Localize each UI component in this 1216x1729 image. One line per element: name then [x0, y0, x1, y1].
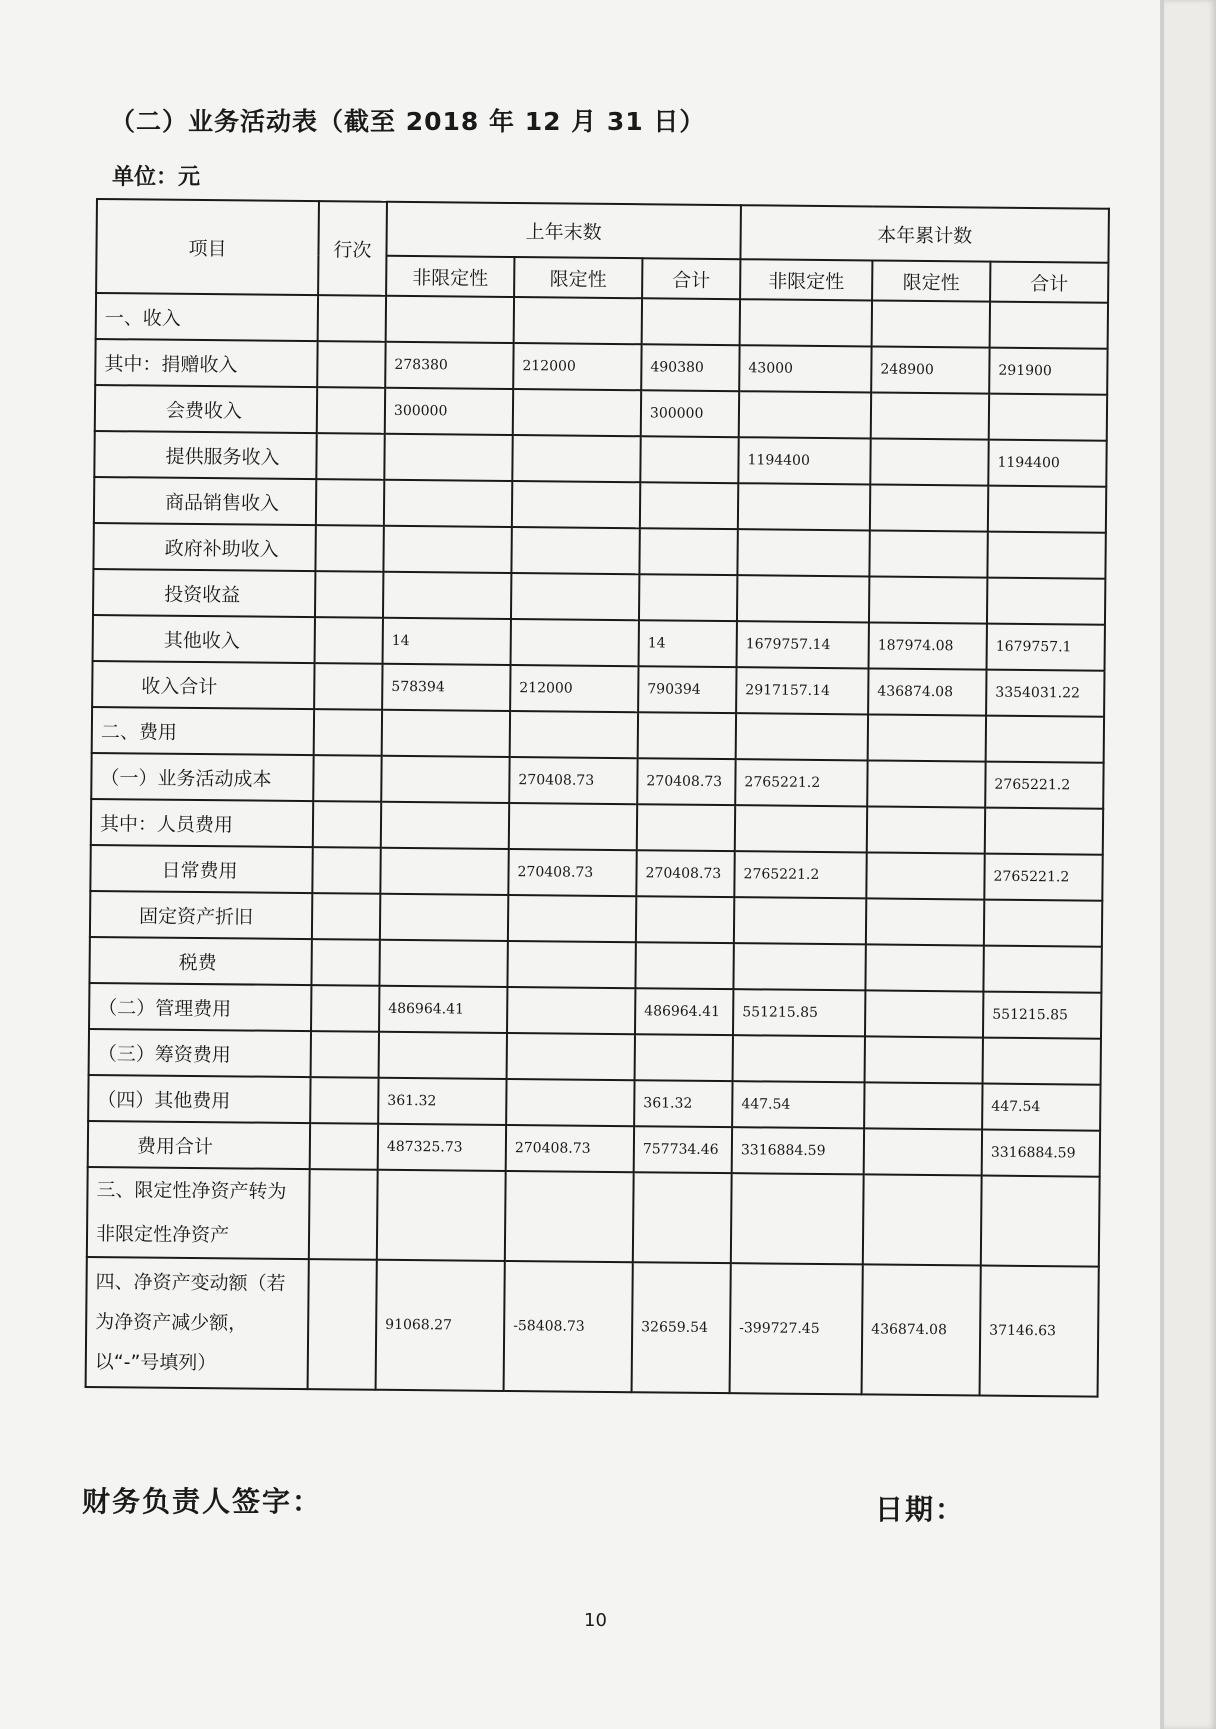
- value-cell: [735, 805, 867, 852]
- value-cell: [511, 573, 639, 620]
- page-number: 10: [584, 1610, 607, 1631]
- row-label: 其他收入: [93, 615, 315, 663]
- value-cell: 248900: [871, 346, 989, 393]
- row-label: （二）管理费用: [89, 983, 311, 1031]
- value-cell: [639, 528, 737, 575]
- value-cell: 37146.63: [980, 1266, 1099, 1397]
- line-no-cell: [311, 939, 379, 986]
- header-cur-restricted: 限定性: [872, 260, 990, 301]
- value-cell: [870, 438, 988, 485]
- value-cell: 757734.46: [634, 1126, 732, 1173]
- value-cell: 2765221.2: [735, 759, 867, 806]
- value-cell: 1679757.14: [737, 621, 869, 668]
- value-cell: [737, 575, 869, 622]
- value-cell: [864, 1128, 982, 1175]
- row-label: 收入合计: [92, 661, 314, 709]
- value-cell: [739, 391, 871, 438]
- value-cell: [380, 894, 508, 941]
- header-prev-year: 上年末数: [386, 202, 741, 259]
- value-cell: 3316884.59: [732, 1127, 864, 1174]
- value-cell: [512, 435, 640, 482]
- value-cell: [505, 1171, 634, 1262]
- value-cell: [863, 1174, 982, 1265]
- value-cell: [986, 716, 1104, 763]
- value-cell: [865, 944, 983, 991]
- value-cell: [637, 804, 735, 851]
- value-cell: 270408.73: [506, 1125, 634, 1172]
- value-cell: 270408.73: [508, 849, 636, 896]
- date-label: 日期：: [875, 1493, 966, 1526]
- value-cell: 486964.41: [379, 986, 507, 1033]
- value-cell: 300000: [641, 390, 739, 437]
- value-cell: [642, 298, 740, 345]
- value-cell: [738, 483, 870, 530]
- row-label: （三）筹资费用: [89, 1029, 311, 1077]
- line-no-cell: [317, 341, 385, 388]
- value-cell: [640, 482, 738, 529]
- row-label: 政府补助收入: [93, 523, 315, 571]
- value-cell: [379, 940, 507, 987]
- value-cell: [635, 1034, 733, 1081]
- row-label: 一、收入: [96, 293, 318, 341]
- value-cell: [865, 990, 983, 1037]
- value-cell: [381, 802, 509, 849]
- line-no-cell: [308, 1259, 377, 1390]
- value-cell: [981, 1176, 1100, 1267]
- value-cell: [636, 896, 734, 943]
- value-cell: 32659.54: [632, 1262, 731, 1393]
- value-cell: [514, 297, 642, 344]
- row-label: 其中：捐赠收入: [95, 339, 317, 387]
- value-cell: [989, 394, 1107, 441]
- line-no-cell: [315, 525, 383, 572]
- header-line-no: 行次: [318, 201, 387, 296]
- value-cell: 270408.73: [637, 758, 735, 805]
- value-cell: [988, 486, 1106, 533]
- value-cell: 1679757.1: [987, 624, 1105, 671]
- row-label: （一）业务活动成本: [91, 753, 313, 801]
- value-cell: [866, 852, 984, 899]
- value-cell: [377, 1170, 506, 1261]
- value-cell: 212000: [513, 343, 641, 390]
- value-cell: [740, 299, 872, 346]
- value-cell: 2765221.2: [984, 854, 1102, 901]
- value-cell: [990, 302, 1108, 349]
- value-cell: [511, 619, 639, 666]
- value-cell: [383, 526, 511, 573]
- value-cell: 447.54: [732, 1081, 864, 1128]
- line-no-cell: [310, 1123, 378, 1170]
- value-cell: [635, 942, 733, 989]
- line-no-cell: [312, 893, 380, 940]
- line-no-cell: [315, 571, 383, 618]
- value-cell: [734, 897, 866, 944]
- value-cell: [507, 1033, 635, 1080]
- line-no-cell: [313, 801, 381, 848]
- value-cell: 487325.73: [378, 1124, 506, 1171]
- row-label: 四、净资产变动额（若为净资产减少额，以“-”号填列）: [86, 1257, 309, 1389]
- value-cell: 361.32: [378, 1078, 506, 1125]
- value-cell: 790394: [638, 666, 736, 713]
- value-cell: 2765221.2: [985, 762, 1103, 809]
- table-row: [86, 1257, 1099, 1397]
- value-cell: 43000: [739, 345, 871, 392]
- value-cell: [983, 1038, 1101, 1085]
- value-cell: -399727.45: [730, 1263, 863, 1394]
- business-activity-table: [85, 198, 1110, 1398]
- value-cell: 278380: [385, 342, 513, 389]
- value-cell: [864, 1082, 982, 1129]
- value-cell: 187974.08: [869, 622, 987, 669]
- row-label: 三、限定性净资产转为非限定性净资产: [87, 1167, 310, 1259]
- value-cell: [380, 848, 508, 895]
- value-cell: 578394: [382, 664, 510, 711]
- row-label: （四）其他费用: [88, 1075, 310, 1123]
- value-cell: -58408.73: [504, 1261, 633, 1392]
- value-cell: [633, 1172, 732, 1263]
- value-cell: [987, 578, 1105, 625]
- line-no-cell: [318, 295, 386, 342]
- value-cell: 3316884.59: [982, 1130, 1100, 1177]
- value-cell: 300000: [385, 388, 513, 435]
- value-cell: [985, 808, 1103, 855]
- value-cell: [508, 895, 636, 942]
- value-cell: [511, 527, 639, 574]
- unit-label: 单位：元: [112, 165, 201, 190]
- value-cell: 2917157.14: [736, 667, 868, 714]
- row-label: 提供服务收入: [94, 431, 316, 479]
- header-cur-total: 合计: [990, 262, 1108, 303]
- value-cell: 291900: [989, 348, 1107, 395]
- value-cell: [513, 389, 641, 436]
- value-cell: [867, 806, 985, 853]
- value-cell: [512, 481, 640, 528]
- row-label: 税费: [89, 937, 311, 985]
- line-no-cell: [314, 663, 382, 710]
- value-cell: [865, 1036, 983, 1083]
- value-cell: [987, 532, 1105, 579]
- value-cell: [384, 434, 512, 481]
- value-cell: [984, 900, 1102, 947]
- row-label: 费用合计: [88, 1121, 310, 1169]
- value-cell: 3354031.22: [986, 670, 1104, 717]
- value-cell: [736, 713, 868, 760]
- value-cell: [737, 529, 869, 576]
- value-cell: [507, 987, 635, 1034]
- value-cell: [384, 480, 512, 527]
- value-cell: [733, 1035, 865, 1082]
- value-cell: 436874.08: [862, 1264, 981, 1395]
- value-cell: [509, 803, 637, 850]
- value-cell: 551215.85: [733, 989, 865, 1036]
- row-label: 日常费用: [90, 845, 312, 893]
- line-no-cell: [316, 433, 384, 480]
- line-no-cell: [316, 479, 384, 526]
- table-row: [87, 1167, 1100, 1267]
- value-cell: [866, 898, 984, 945]
- value-cell: 436874.08: [868, 668, 986, 715]
- line-no-cell: [309, 1169, 378, 1260]
- value-cell: [638, 712, 736, 759]
- header-item: 项目: [96, 199, 319, 295]
- value-cell: [869, 530, 987, 577]
- value-cell: 1194400: [738, 437, 870, 484]
- header-cur-unrestricted: 非限定性: [740, 259, 872, 300]
- value-cell: [639, 574, 737, 621]
- row-label: 商品销售收入: [94, 477, 316, 525]
- value-cell: 270408.73: [509, 757, 637, 804]
- value-cell: 490380: [641, 344, 739, 391]
- line-no-cell: [313, 755, 381, 802]
- value-cell: [871, 392, 989, 439]
- value-cell: [507, 941, 635, 988]
- value-cell: [383, 572, 511, 619]
- value-cell: [872, 300, 990, 347]
- value-cell: [506, 1079, 634, 1126]
- value-cell: 212000: [510, 665, 638, 712]
- row-label: 会费收入: [95, 385, 317, 433]
- value-cell: [379, 1032, 507, 1079]
- value-cell: [381, 756, 509, 803]
- value-cell: 91068.27: [376, 1260, 505, 1391]
- header-prev-unrestricted: 非限定性: [386, 256, 514, 297]
- value-cell: 447.54: [982, 1084, 1100, 1131]
- value-cell: 361.32: [634, 1080, 732, 1127]
- row-label: 二、费用: [92, 707, 314, 755]
- value-cell: 14: [383, 618, 511, 665]
- value-cell: [867, 760, 985, 807]
- value-cell: 486964.41: [635, 988, 733, 1035]
- signature-label: 财务负责人签字：: [82, 1485, 323, 1518]
- value-cell: [983, 946, 1101, 993]
- value-cell: [382, 710, 510, 757]
- row-label: 固定资产折旧: [90, 891, 312, 939]
- value-cell: 1194400: [988, 440, 1106, 487]
- value-cell: [869, 576, 987, 623]
- line-no-cell: [317, 387, 385, 434]
- value-cell: [640, 436, 738, 483]
- header-current-year: 本年累计数: [740, 205, 1109, 263]
- value-cell: 2765221.2: [734, 851, 866, 898]
- line-no-cell: [311, 1031, 379, 1078]
- header-prev-total: 合计: [642, 258, 740, 299]
- value-cell: [510, 711, 638, 758]
- header-prev-restricted: 限定性: [514, 257, 642, 298]
- row-label: 投资收益: [93, 569, 315, 617]
- value-cell: 270408.73: [636, 850, 734, 897]
- line-no-cell: [315, 617, 383, 664]
- line-no-cell: [310, 1077, 378, 1124]
- value-cell: 551215.85: [983, 992, 1101, 1039]
- adjacent-page-edge: [1160, 0, 1216, 1729]
- line-no-cell: [312, 847, 380, 894]
- line-no-cell: [311, 985, 379, 1032]
- header-row-top: [96, 199, 1109, 263]
- value-cell: 14: [639, 620, 737, 667]
- value-cell: [870, 484, 988, 531]
- value-cell: [731, 1173, 864, 1264]
- value-cell: [868, 714, 986, 761]
- row-label: 其中：人员费用: [91, 799, 313, 847]
- value-cell: [733, 943, 865, 990]
- value-cell: [386, 296, 514, 343]
- document-title: （二）业务活动表（截至 2018 年 12 月 31 日）: [110, 107, 706, 136]
- line-no-cell: [314, 709, 382, 756]
